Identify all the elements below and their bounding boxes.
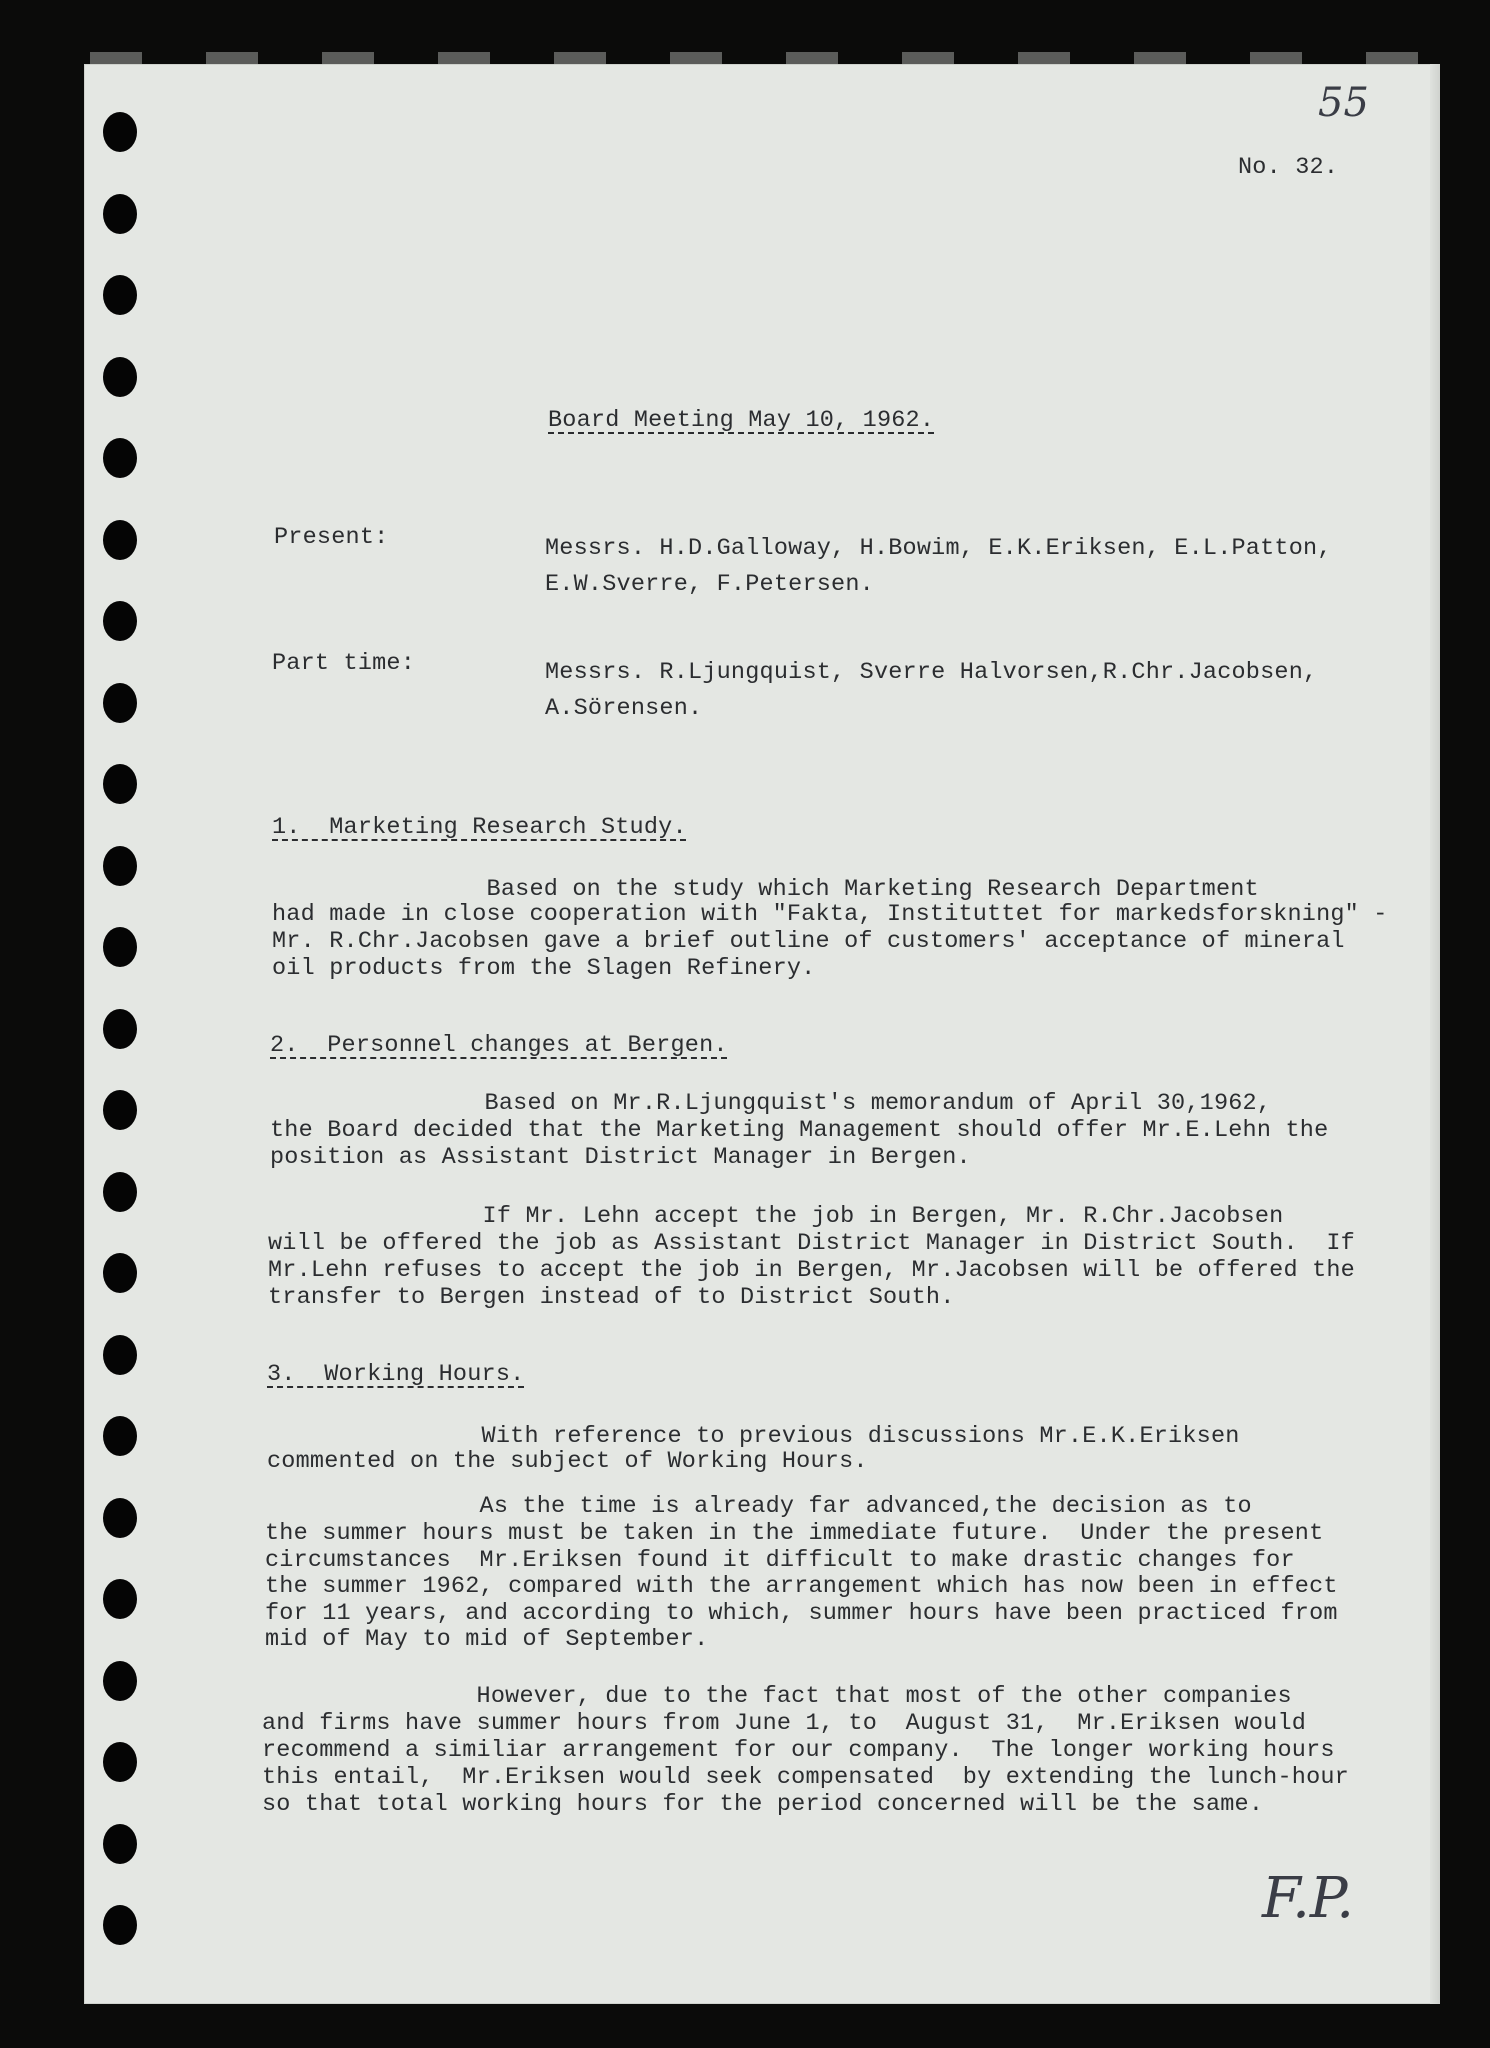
section-line: the summer 1962, compared with the arrangement which has now been in effect <box>265 1573 1338 1600</box>
part-time-label: Part time: <box>272 650 416 677</box>
present-label: Present: <box>274 524 389 551</box>
binder-hole <box>103 764 137 804</box>
binder-hole <box>103 601 137 641</box>
section-line: As the time is already far advanced,the decision as to <box>265 1493 1252 1520</box>
binder-hole <box>103 1009 137 1049</box>
present-line-2: E.W.Sverre, F.Petersen. <box>545 571 874 598</box>
binder-hole <box>103 1253 137 1293</box>
binder-hole <box>103 927 137 967</box>
doc-number: No. 32. <box>1238 154 1339 181</box>
section-line: Based on the study which Marketing Research Department <box>272 876 1259 903</box>
section-line: Mr. R.Chr.Jacobsen gave a brief outline of customers' acceptance of mineral <box>272 928 1345 955</box>
binder-hole <box>103 1824 137 1864</box>
section-line: If Mr. Lehn accept the job in Bergen, Mr. R.Chr.Jacobsen <box>268 1203 1284 1230</box>
section-line: the summer hours must be taken in the immediate future. Under the present <box>265 1520 1324 1547</box>
section-line: circumstances Mr.Eriksen found it difficult to make drastic changes for <box>265 1547 1295 1574</box>
section-line: Mr.Lehn refuses to accept the job in Bergen, Mr.Jacobsen will be offered the <box>268 1257 1355 1284</box>
binder-hole <box>103 1335 137 1375</box>
part-time-line-2: A.Sörensen. <box>545 695 703 722</box>
section-line: and firms have summer hours from June 1, to August 31, Mr.Eriksen would <box>262 1710 1307 1737</box>
binder-hole <box>103 683 137 723</box>
section-line: recommend a similiar arrangement for our company. The longer working hours <box>262 1737 1335 1764</box>
section-line: oil products from the Slagen Refinery. <box>272 955 816 982</box>
section-line: the Board decided that the Marketing Management should offer Mr.E.Lehn the <box>270 1117 1329 1144</box>
binder-hole <box>103 520 137 560</box>
section-line: will be offered the job as Assistant District Manager in District South. If <box>268 1230 1355 1257</box>
section-heading: 2. Personnel changes at Bergen. <box>270 1032 728 1059</box>
section-line: transfer to Bergen instead of to District South. <box>268 1284 955 1311</box>
binder-hole <box>103 275 137 315</box>
section-line: With reference to previous discussions Mr.E.K.Eriksen <box>267 1423 1240 1450</box>
meeting-title: Board Meeting May 10, 1962. <box>548 407 935 434</box>
section-heading: 3. Working Hours. <box>267 1361 525 1388</box>
binder-hole <box>103 1742 137 1782</box>
section-line: Based on Mr.R.Ljungquist's memorandum of April 30,1962, <box>270 1090 1272 1117</box>
binder-hole <box>103 1090 137 1130</box>
binder-hole <box>103 438 137 478</box>
section-line: had made in close cooperation with "Fakta, Instituttet for markedsforskning" - <box>272 901 1388 928</box>
binder-hole <box>103 1498 137 1538</box>
binder-hole <box>103 1416 137 1456</box>
binder-hole <box>103 112 137 152</box>
initials-handwritten: F.P. <box>1262 1866 1355 1931</box>
section-heading: 1. Marketing Research Study. <box>272 814 687 841</box>
section-line: mid of May to mid of September. <box>265 1626 709 1653</box>
binder-hole <box>103 1661 137 1701</box>
binder-hole <box>103 357 137 397</box>
section-line: commented on the subject of Working Hours. <box>267 1448 868 1475</box>
binder-hole <box>103 846 137 886</box>
section-line: position as Assistant District Manager in Bergen. <box>270 1144 971 1171</box>
section-line: for 11 years, and according to which, summer hours have been practiced from <box>265 1600 1338 1627</box>
section-line: this entail, Mr.Eriksen would seek compensated by extending the lunch-hour <box>262 1764 1349 1791</box>
section-line: However, due to the fact that most of the other companies <box>262 1683 1292 1710</box>
binder-hole <box>103 1905 137 1945</box>
part-time-line-1: Messrs. R.Ljungquist, Sverre Halvorsen,R.Chr.Jacobsen, <box>545 659 1318 686</box>
present-line-1: Messrs. H.D.Galloway, H.Bowim, E.K.Eriksen, E.L.Patton, <box>545 535 1332 562</box>
section-line: so that total working hours for the period concerned will be the same. <box>262 1791 1264 1818</box>
page-number-handwritten: 55 <box>1318 80 1369 126</box>
binder-hole <box>103 1579 137 1619</box>
binder-hole <box>103 194 137 234</box>
binder-hole <box>103 1172 137 1212</box>
